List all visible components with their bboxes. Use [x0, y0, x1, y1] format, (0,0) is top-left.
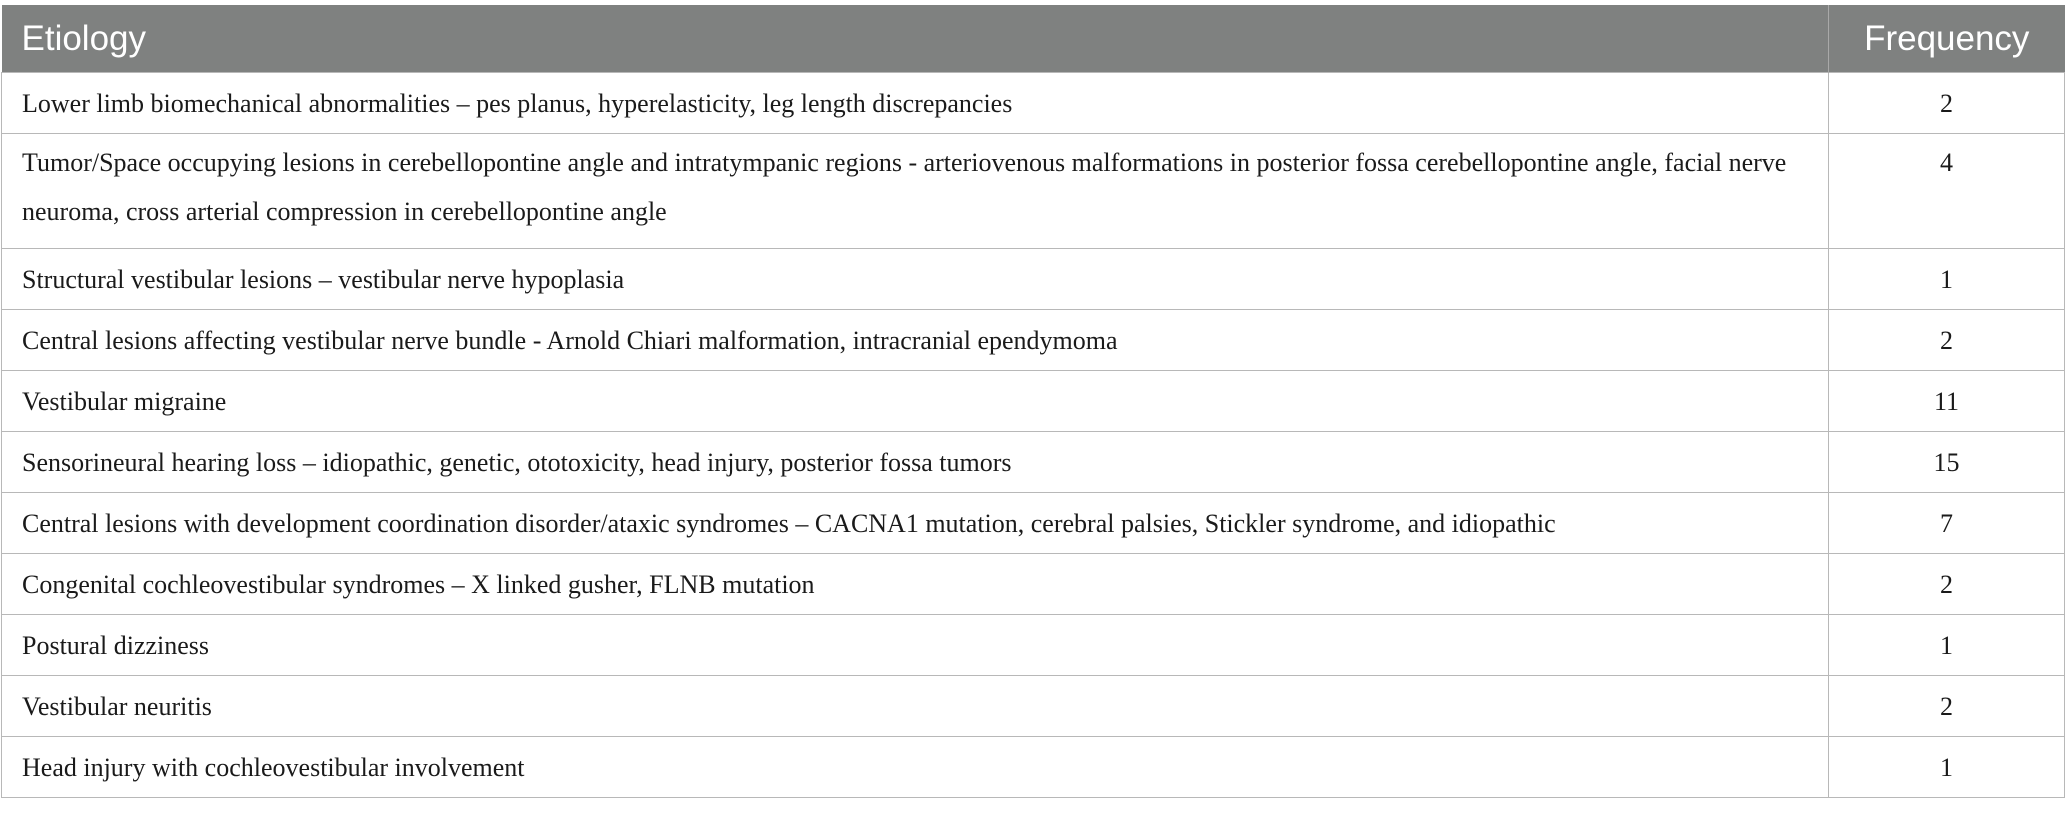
frequency-cell: 2 — [1829, 310, 2065, 371]
header-etiology: Etiology — [2, 5, 1829, 73]
etiology-table-container — [1, 5, 2064, 798]
frequency-cell: 2 — [1829, 676, 2065, 737]
table-row — [2, 249, 2065, 310]
header-row — [2, 5, 2065, 73]
etiology-cell: Central lesions affecting vestibular nerve bundle - Arnold Chiari malformation, intracranial ependymoma — [2, 310, 1829, 371]
etiology-cell: Tumor/Space occupying lesions in cerebellopontine angle and intratympanic regions - arteriovenous malformations in posterior fossa cerebellopontine angle, facial nerve neuroma, cross arterial compression in cerebellopontine angle — [2, 134, 1829, 249]
frequency-cell: 1 — [1829, 615, 2065, 676]
frequency-cell: 15 — [1829, 432, 2065, 493]
etiology-cell: Central lesions with development coordination disorder/ataxic syndromes – CACNA1 mutation, cerebral palsies, Stickler syndrome, and idiopathic — [2, 493, 1829, 554]
header-frequency: Frequency — [1829, 5, 2065, 73]
table-row — [2, 493, 2065, 554]
table-row — [2, 615, 2065, 676]
table-row — [2, 554, 2065, 615]
etiology-cell: Postural dizziness — [2, 615, 1829, 676]
table-row — [2, 676, 2065, 737]
table-row — [2, 371, 2065, 432]
table-row — [2, 134, 2065, 249]
frequency-cell: 1 — [1829, 737, 2065, 798]
frequency-cell: 1 — [1829, 249, 2065, 310]
etiology-cell: Head injury with cochleovestibular involvement — [2, 737, 1829, 798]
table-body — [2, 73, 2065, 798]
frequency-cell: 2 — [1829, 554, 2065, 615]
table-row — [2, 432, 2065, 493]
frequency-cell: 11 — [1829, 371, 2065, 432]
frequency-cell: 2 — [1829, 73, 2065, 134]
etiology-cell: Lower limb biomechanical abnormalities – pes planus, hyperelasticity, leg length discrepancies — [2, 73, 1829, 134]
table-row — [2, 737, 2065, 798]
etiology-cell: Vestibular neuritis — [2, 676, 1829, 737]
frequency-cell: 4 — [1829, 134, 2065, 249]
etiology-cell: Sensorineural hearing loss – idiopathic, genetic, ototoxicity, head injury, posterior fossa tumors — [2, 432, 1829, 493]
etiology-cell: Vestibular migraine — [2, 371, 1829, 432]
table-header — [2, 5, 2065, 73]
frequency-cell: 7 — [1829, 493, 2065, 554]
table-row — [2, 310, 2065, 371]
table-row — [2, 73, 2065, 134]
etiology-frequency-table — [1, 5, 2065, 798]
etiology-cell: Structural vestibular lesions – vestibular nerve hypoplasia — [2, 249, 1829, 310]
etiology-cell: Congenital cochleovestibular syndromes – X linked gusher, FLNB mutation — [2, 554, 1829, 615]
